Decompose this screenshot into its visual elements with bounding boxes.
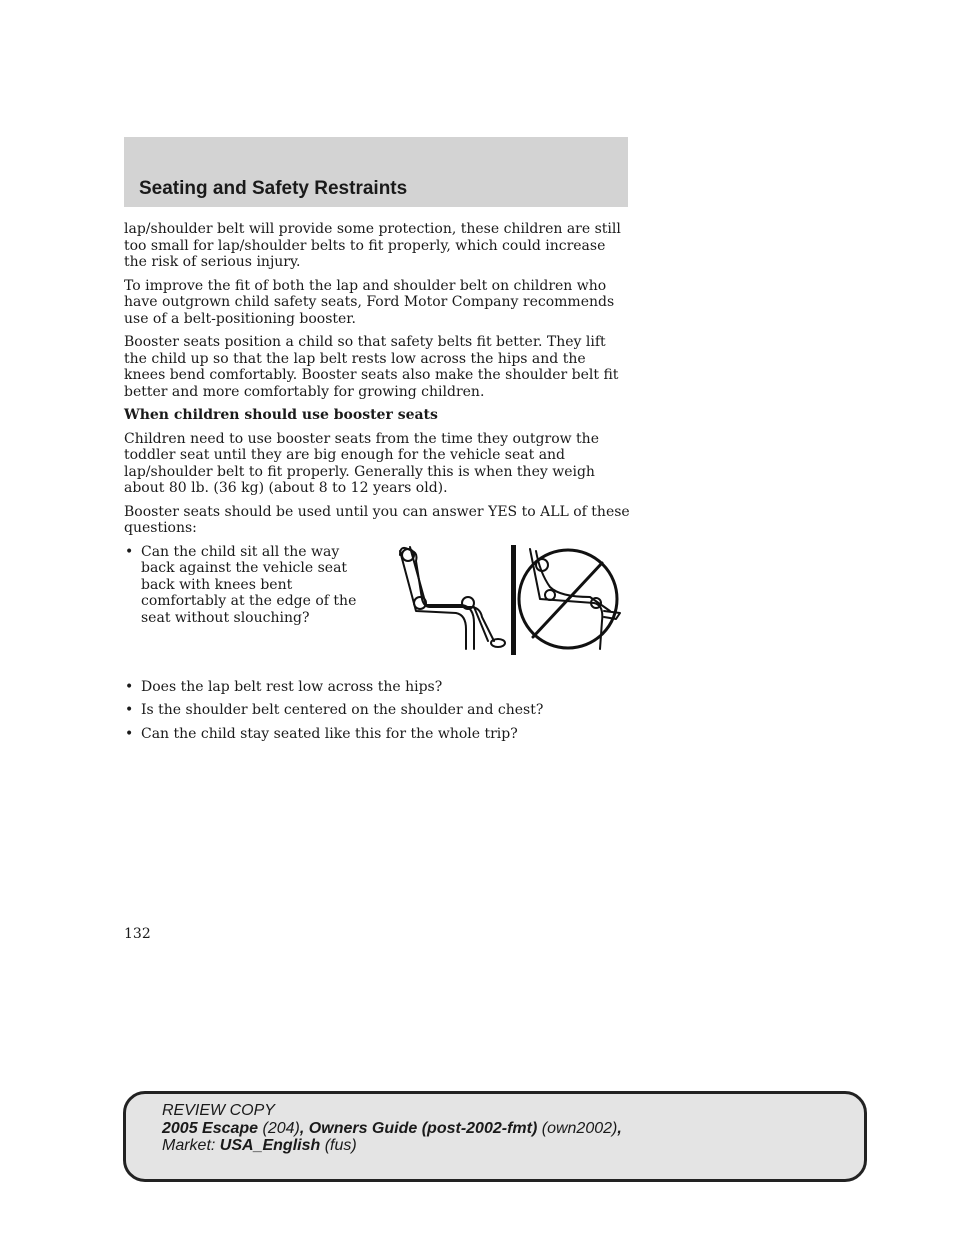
- bullet-text: Can the child stay seated like this for the whole trip?: [141, 725, 518, 742]
- market-label: Market:: [162, 1137, 216, 1154]
- bullet-with-figure: [124, 544, 630, 672]
- bullet-text: Is the shoulder belt centered on the shoulder and chest?: [141, 702, 544, 718]
- model-code: (204): [262, 1119, 300, 1137]
- market-name: USA_English: [219, 1137, 321, 1154]
- bullet-item: [124, 726, 630, 743]
- bullet-marker: •: [125, 702, 134, 718]
- guide-name: Owners Guide (post-2002-fmt): [308, 1119, 538, 1137]
- bullet-item: [124, 679, 630, 696]
- bullet-marker: •: [125, 543, 134, 560]
- booster-seat-illustration: [390, 541, 630, 656]
- section-header-band: [124, 137, 628, 207]
- bullet-text: Does the lap belt rest low across the hips?: [141, 678, 443, 695]
- model-name: 2005 Escape: [162, 1119, 259, 1137]
- seat-outline: [400, 551, 466, 649]
- review-footer: [123, 1091, 867, 1182]
- page-number: 132: [124, 926, 151, 942]
- separator: ,: [299, 1119, 305, 1137]
- paragraph: Booster seats should be used until you can answer YES to ALL of these questions:: [124, 503, 630, 536]
- bullet-marker: •: [125, 678, 134, 695]
- review-copy-label: REVIEW COPY: [162, 1102, 275, 1119]
- bullet-marker: •: [125, 725, 134, 742]
- bullet-item: [124, 544, 377, 627]
- subheading: When children should use booster seats: [124, 407, 438, 423]
- bullet-text: Can the child sit all the way back against the vehicle seat back with knees bent comfortably at the edge of the seat without slouching?: [141, 543, 357, 626]
- separator: ,: [617, 1119, 622, 1137]
- page-content: [124, 221, 630, 749]
- bullet-item: [124, 702, 630, 719]
- guide-code: (own2002): [541, 1119, 618, 1137]
- market-code: (fus): [324, 1137, 357, 1154]
- divider-bar: [511, 545, 516, 655]
- section-title: Seating and Safety Restraints: [139, 178, 408, 199]
- paragraph: Booster seats position a child so that safety belts fit better. They lift the child up so that the lap belt rests low across the hips and the knees bend comfortably. Booster seats also make the shoulder belt fit better and more comfortably for growing children.: [124, 334, 619, 400]
- paragraph: lap/shoulder belt will provide some protection, these children are still too small for lap/shoulder belts to fit properly, which could increase the risk of serious injury.: [124, 221, 621, 270]
- paragraph: Children need to use booster seats from the time they outgrow the toddler seat until they are big enough for the vehicle seat and lap/shoulder belt to fit properly. Generally this is when they weigh about 80 lb. (36 kg) (about 8 to 12 years old).: [124, 430, 599, 496]
- paragraph: To improve the fit of both the lap and shoulder belt on children who have outgrown child safety seats, Ford Motor Company recommends use of a belt-positioning booster.: [124, 277, 615, 327]
